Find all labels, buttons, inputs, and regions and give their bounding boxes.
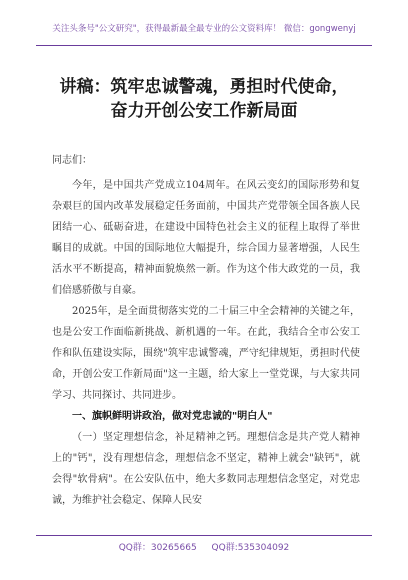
paragraph-2: 2025年，是全面贯彻落实党的二十届三中全会精神的关键之年，也是公安工作面临新挑战、新机遇的一年。在此，我结合全市公安工作和队伍建设实际，围绕"筑牢忠诚警魂，严守纪律规矩，勇担时代使命，开创公安工作新局面"这一主题，给大家上一堂党课，与大家共同学习、共同探讨、共同进步。: [52, 306, 360, 401]
paragraph-1: 今年，是中国共产党成立104周年。在风云变幻的国际形势和复杂艰巨的国内改革发展稳定任务面前，中国共产党带领全国各族人民团结一心、砥砺奋进，在建设中国特色社会主义的征程上取得了举世瞩目的成就。中国的国际地位大幅提升，综合国力显著增强，人民生活水平不断提高，精神面貌焕然一新。作为这个伟大政党的一员，我们倍感骄傲与自豪。: [52, 180, 360, 296]
header-divider: [36, 45, 372, 46]
title-line-2: 奋力开创公安工作新局面: [110, 101, 298, 121]
paragraph-3: （一）坚定理想信念，补足精神之钙。理想信念是共产党人精神上的"钙"，没有理想信念，理想信念不坚定，精神上就会"缺钙"，就会得"软骨病"。在公安队伍中，绝大多数同志理想信念坚定，对党忠诚，为维护社会稳定、保障人民安: [52, 432, 360, 506]
document-title: [30, 75, 378, 123]
document-body: [52, 150, 360, 511]
footer-qq-group-2: QQ群:535304092: [211, 543, 290, 553]
footer-qq-group-1: QQ群：30265665: [118, 543, 197, 553]
footer-divider: [36, 535, 372, 536]
section-heading-1: 一、旗帜鲜明讲政治，做对党忠诚的"明白人": [72, 411, 273, 422]
title-line-1: 讲稿：筑牢忠诚警魂，勇担时代使命，: [59, 77, 349, 97]
footer: [0, 540, 408, 553]
greeting: 同志们：: [52, 155, 92, 166]
header-promo-note: 关注头条号"公文研究"，获得最新最全最专业的公文资料库！ 微信：gongwenyj: [52, 24, 356, 34]
